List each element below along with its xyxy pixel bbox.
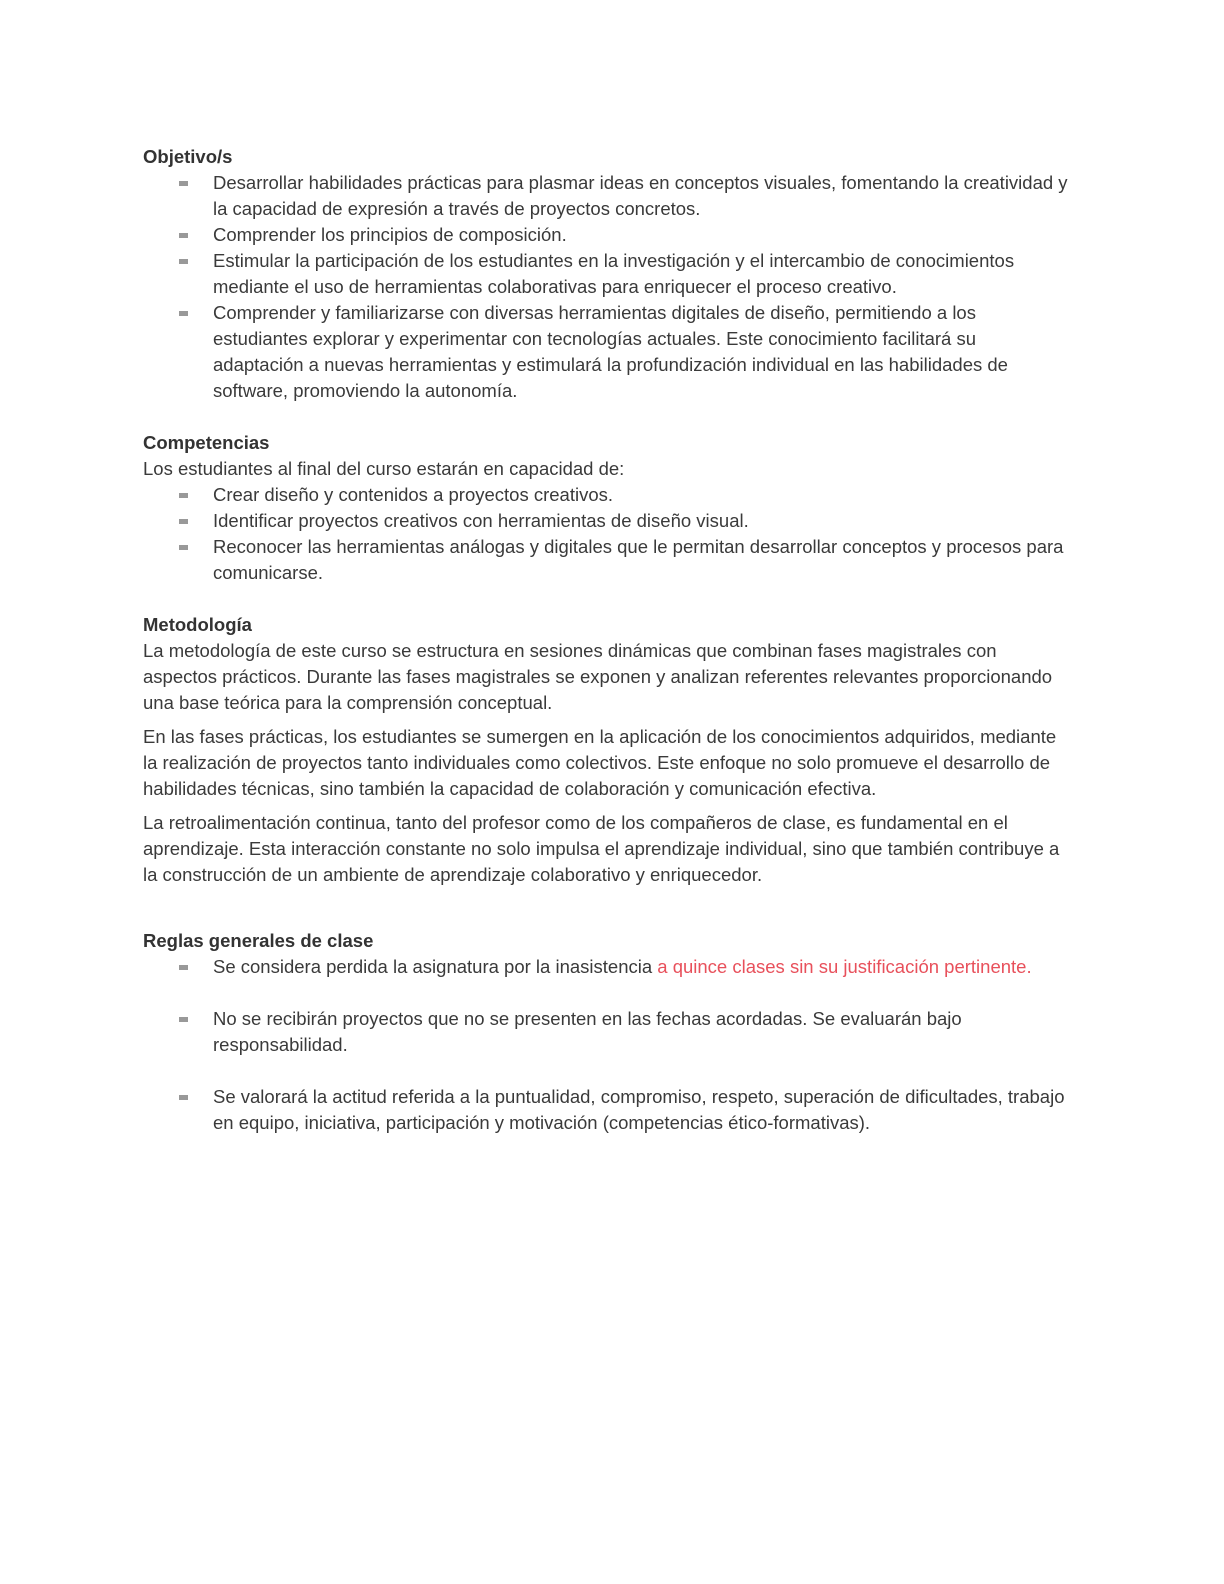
list-item: Crear diseño y contenidos a proyectos creativos. — [213, 482, 1068, 508]
paragraph: La retroalimentación continua, tanto del profesor como de los compañeros de clase, es fundamental en el aprendizaje. Esta interacción constante no solo impulsa el aprendizaje individual, sino que también contribuye a la construcción de un ambiente de aprendizaje colaborativo y enriquecedor. — [143, 812, 1060, 885]
rule-text: Se considera perdida la asignatura por la inasistencia — [213, 956, 653, 977]
list-item — [213, 954, 1068, 980]
heading-competencias: Competencias — [143, 432, 270, 453]
rule-highlight: a quince clases sin su justificación pertinente. — [652, 956, 1032, 977]
heading-objetivos: Objetivo/s — [143, 146, 233, 167]
section-metodologia — [143, 612, 1068, 888]
list-item: Desarrollar habilidades prácticas para plasmar ideas en conceptos visuales, fomentando la creatividad y la capacidad de expresión a través de proyectos concretos. — [213, 170, 1068, 222]
list-item: Estimular la participación de los estudiantes en la investigación y el intercambio de conocimientos mediante el uso de herramientas colaborativas para enriquecer el proceso creativo. — [213, 248, 1068, 300]
competencias-list — [143, 482, 1068, 586]
paragraph: La metodología de este curso se estructura en sesiones dinámicas que combinan fases magistrales con aspectos prácticos. Durante las fases magistrales se exponen y analizan referentes relevantes proporcionando una base teórica para la comprensión conceptual. — [143, 640, 1053, 713]
list-item: No se recibirán proyectos que no se presenten en las fechas acordadas. Se evaluarán bajo responsabilidad. — [213, 1006, 1068, 1058]
list-item: Identificar proyectos creativos con herramientas de diseño visual. — [213, 508, 1068, 534]
paragraph: En las fases prácticas, los estudiantes se sumergen en la aplicación de los conocimientos adquiridos, mediante la realización de proyectos tanto individuales como colectivos. Este enfoque no solo promueve el desarrollo de habilidades técnicas, sino también la capacidad de colaboración y comunicación efectiva. — [143, 726, 1057, 799]
list-item: Se valorará la actitud referida a la puntualidad, compromiso, respeto, superación de dificultades, trabajo en equipo, iniciativa, participación y motivación (competencias ético-formativas). — [213, 1084, 1068, 1136]
document-content — [143, 144, 1068, 1162]
list-item: Comprender los principios de composición. — [213, 222, 1068, 248]
heading-metodologia: Metodología — [143, 614, 252, 635]
section-competencias — [143, 430, 1068, 586]
list-item: Comprender y familiarizarse con diversas herramientas digitales de diseño, permitiendo a los estudiantes explorar y experimentar con tecnologías actuales. Este conocimiento facilitará su adaptación a nuevas herramientas y estimulará la profundización individual en las habilidades de software, promoviendo la autonomía. — [213, 300, 1068, 404]
objetivos-list — [143, 170, 1068, 404]
section-objetivos — [143, 144, 1068, 404]
reglas-list — [143, 954, 1068, 1136]
list-item: Reconocer las herramientas análogas y digitales que le permitan desarrollar conceptos y procesos para comunicarse. — [213, 534, 1068, 586]
section-reglas — [143, 928, 1068, 1136]
heading-reglas: Reglas generales de clase — [143, 930, 374, 951]
competencias-intro: Los estudiantes al final del curso estarán en capacidad de: — [143, 458, 625, 479]
